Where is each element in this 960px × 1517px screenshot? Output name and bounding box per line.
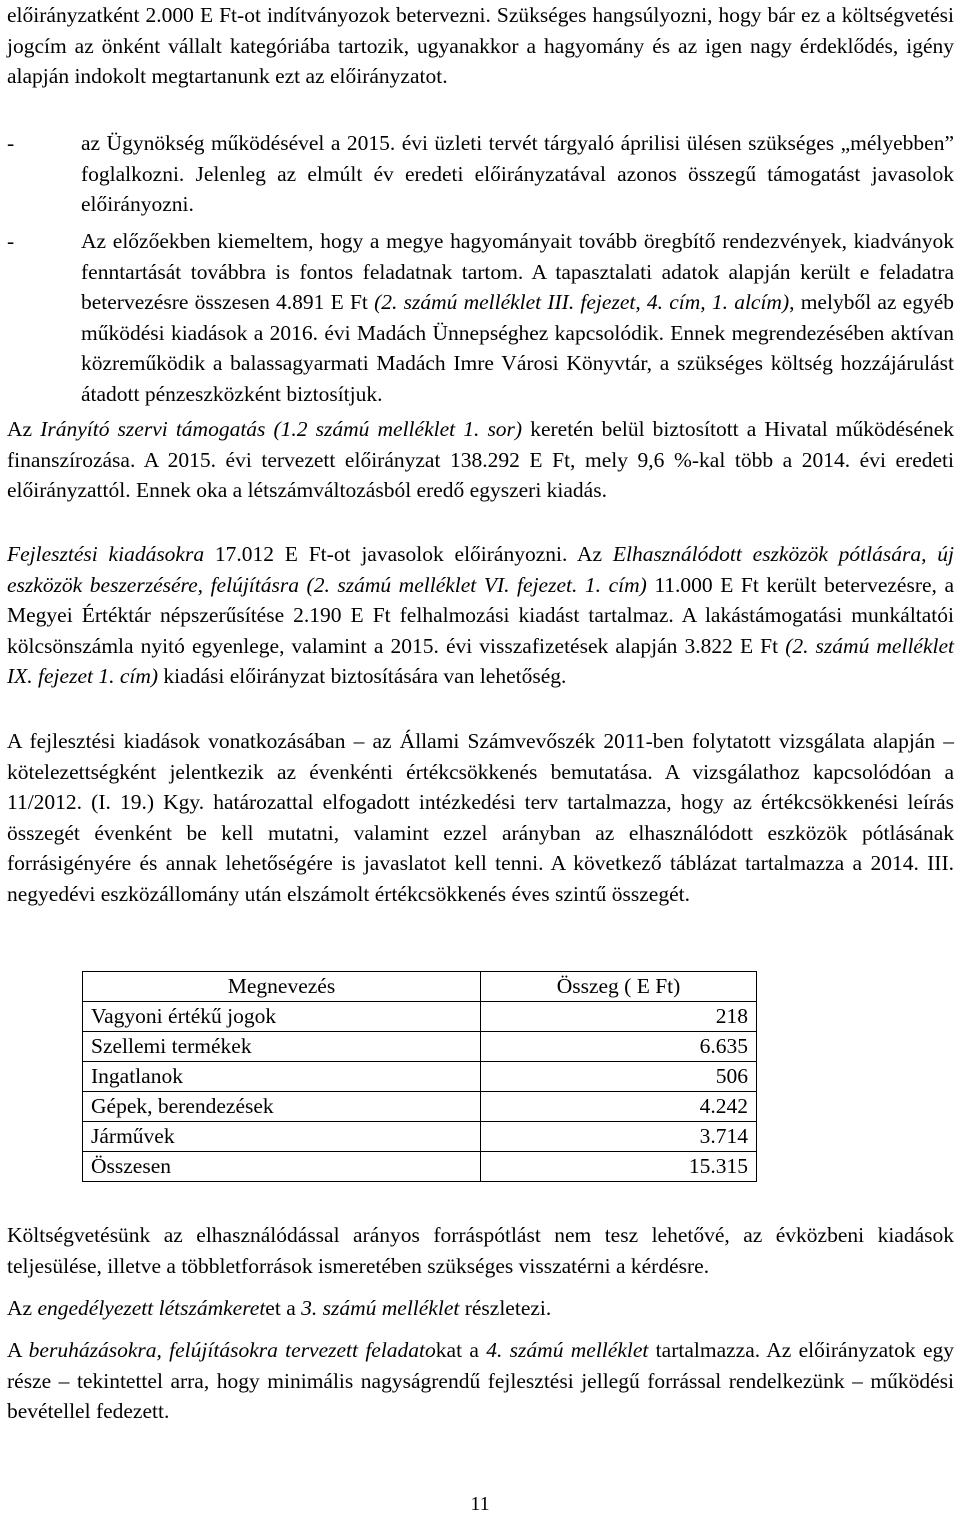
paragraph-headcount bbox=[7, 1293, 954, 1324]
table-row bbox=[83, 1062, 757, 1092]
paragraph-investments bbox=[7, 1335, 954, 1427]
italic-reference: engedélyezett létszámkeret bbox=[37, 1296, 266, 1320]
text-span: részletezi. bbox=[459, 1296, 552, 1320]
paragraph-development-expenses bbox=[7, 539, 954, 692]
bullet-dash: - bbox=[7, 229, 15, 253]
text-span: Költségvetésünk az elhasználódással arányos forráspótlást nem tesz lehetővé, az évközbeni kiadások teljesülése, illetve a többletforrások ismeretében szükséges visszatérni a kérdésre. bbox=[7, 1223, 954, 1278]
italic-reference: (2. számú melléklet IX. fejezet 1. cím) bbox=[7, 633, 954, 688]
table-row-total bbox=[83, 1152, 757, 1182]
text-span: kat a bbox=[435, 1338, 487, 1362]
table-row bbox=[83, 1032, 757, 1062]
text-span: , melyből az egyéb működési kiadások a 2016. évi Madách Ünnepséghez kapcsolódik. Ennek megrendezésében aktívan közreműködik a balassagyarmati Madách Imre Városi Könyvtár, a szükséges költség hozzájárulást átadott pénzeszközként biztosítjuk. bbox=[81, 290, 954, 406]
italic-reference: beruházásokra, felújításokra tervezett feladato bbox=[28, 1338, 436, 1362]
paragraph-steering-support bbox=[7, 414, 954, 506]
italic-reference: 3. számú melléklet bbox=[301, 1296, 460, 1320]
bullet-agency-text-span: az Ügynökség működésével a 2015. évi üzleti tervét tárgyaló áprilisi ülésen szükséges „mélyebben” foglalkozni. Jelenleg az elmúlt év eredeti előirányzatával azonos összegű támogatást javasolok előirányozni. bbox=[81, 131, 954, 216]
table-header-row bbox=[83, 972, 757, 1002]
table-cell-amount: 4.242 bbox=[481, 1092, 757, 1122]
table-cell-amount: 15.315 bbox=[481, 1152, 757, 1182]
text-span: A bbox=[7, 1338, 29, 1362]
table-cell-name: Gépek, berendezések bbox=[83, 1092, 481, 1122]
text-span: 17.012 E Ft-ot javasolok előirányozni. Az bbox=[204, 542, 613, 566]
paragraph-depreciation bbox=[7, 726, 954, 909]
table-cell-name: Ingatlanok bbox=[83, 1062, 481, 1092]
text-span: Az előzőekben kiemeltem, hogy a megye hagyományait tovább öregbítő rendezvények, kiadványok fenntartását továbbra is fontos feladatnak tartom. A tapasztalati adatok alapján került e feladatra betervezésre összesen 4.891 E Ft bbox=[81, 229, 954, 314]
table-cell-name: Szellemi termékek bbox=[83, 1032, 481, 1062]
text-span: A fejlesztési kiadások vonatkozásában – az Állami Számvevőszék 2011-ben folytatott vizsgálata alapján – kötelezettségként jelentkezik az évenkénti értékcsökkenés bemutatása. A vizsgálathoz kapcsolódóan a 11/2012. (I. 19.) Kgy. határozattal elfogadott intézkedési terv tartalmazza, hogy az értékcsökkenési leírás összegét évenként be kell mutatni, valamint ezzel arányban az elhasználódott eszközök pótlásának forrásigényére és annak lehetőségére is javaslatot kell tenni. A következő táblázat tartalmazza a 2014. III. negyedévi eszközállomány után elszámolt értékcsökkenés éves szintű összegét. bbox=[7, 729, 954, 906]
italic-reference: 4. számú melléklet bbox=[486, 1338, 649, 1362]
italic-reference: Irányító szervi támogatás (1.2 számú melléklet 1. sor) bbox=[40, 417, 523, 441]
table-row bbox=[83, 1002, 757, 1032]
table-row bbox=[83, 1092, 757, 1122]
bullet-agency-text bbox=[81, 128, 954, 220]
text-span: Az bbox=[7, 417, 41, 441]
depreciation-table bbox=[82, 971, 757, 1182]
table-header-name: Megnevezés bbox=[83, 972, 481, 1002]
paragraph-intro-text: előirányzatként 2.000 E Ft-ot indítványozok betervezni. Szükséges hangsúlyozni, hogy bár ez a költségvetési jogcím az önként vállalt kategóriába tartozik, ugyanakkor a hagyomány és az igen nagy érdeklődés, igény alapján indokolt megtartanunk ezt az előirányzatot. bbox=[7, 3, 954, 88]
italic-reference: Elhasználódott eszközök pótlására, új eszközök beszerzésére, felújításra (2. számú melléklet VI. fejezet. 1. cím) bbox=[7, 542, 954, 597]
bullet-traditions bbox=[7, 226, 954, 409]
text-span: Az bbox=[7, 1296, 38, 1320]
text-span: kiadási előirányzat biztosítására van lehetőség. bbox=[158, 664, 567, 688]
bullet-agency bbox=[7, 128, 954, 220]
italic-reference: (2. számú melléklet III. fejezet, 4. cím, 1. alcím) bbox=[374, 290, 790, 314]
table-cell-name: Összesen bbox=[83, 1152, 481, 1182]
page-number: 11 bbox=[470, 1493, 490, 1515]
table-cell-name: Vagyoni értékű jogok bbox=[83, 1002, 481, 1032]
table-cell-amount: 6.635 bbox=[481, 1032, 757, 1062]
text-span: keretén belül biztosított a Hivatal működésének finanszírozása. A 2015. évi tervezett előirányzat 138.292 E Ft, mely 9,6 %-kal több a 2014. évi eredeti előirányzattól. Ennek oka a létszámváltozásból eredő egyszeri kiadás. bbox=[7, 417, 955, 502]
text-span: et a bbox=[265, 1296, 302, 1320]
italic-reference: Fejlesztési kiadásokra bbox=[7, 542, 205, 566]
table-cell-name: Járművek bbox=[83, 1122, 481, 1152]
table-cell-amount: 506 bbox=[481, 1062, 757, 1092]
paragraph-budget-note bbox=[7, 1220, 954, 1281]
text-span: 11.000 E Ft került betervezésre, a Megyei Értéktár népszerűsítése 2.190 E Ft felhalmozási kiadást tartalmaz. A lakástámogatási munkáltatói kölcsönszámla nyitó egyenlege, valamint a 2015. évi visszafizetések alapján 3.822 E Ft bbox=[7, 572, 955, 658]
table-cell-amount: 3.714 bbox=[481, 1122, 757, 1152]
bullet-dash: - bbox=[7, 131, 15, 155]
bullet-traditions-text bbox=[81, 226, 954, 409]
text-span: tartalmazza. Az előirányzatok egy része – tekintettel arra, hogy minimális nagyságrendű fejlesztési jellegű forrással rendelkezünk – működési bevétellel fedezett. bbox=[7, 1338, 954, 1423]
table-header-amount: Összeg ( E Ft) bbox=[481, 972, 757, 1002]
table-cell-amount: 218 bbox=[481, 1002, 757, 1032]
table-row bbox=[83, 1122, 757, 1152]
paragraph-intro bbox=[7, 0, 954, 92]
